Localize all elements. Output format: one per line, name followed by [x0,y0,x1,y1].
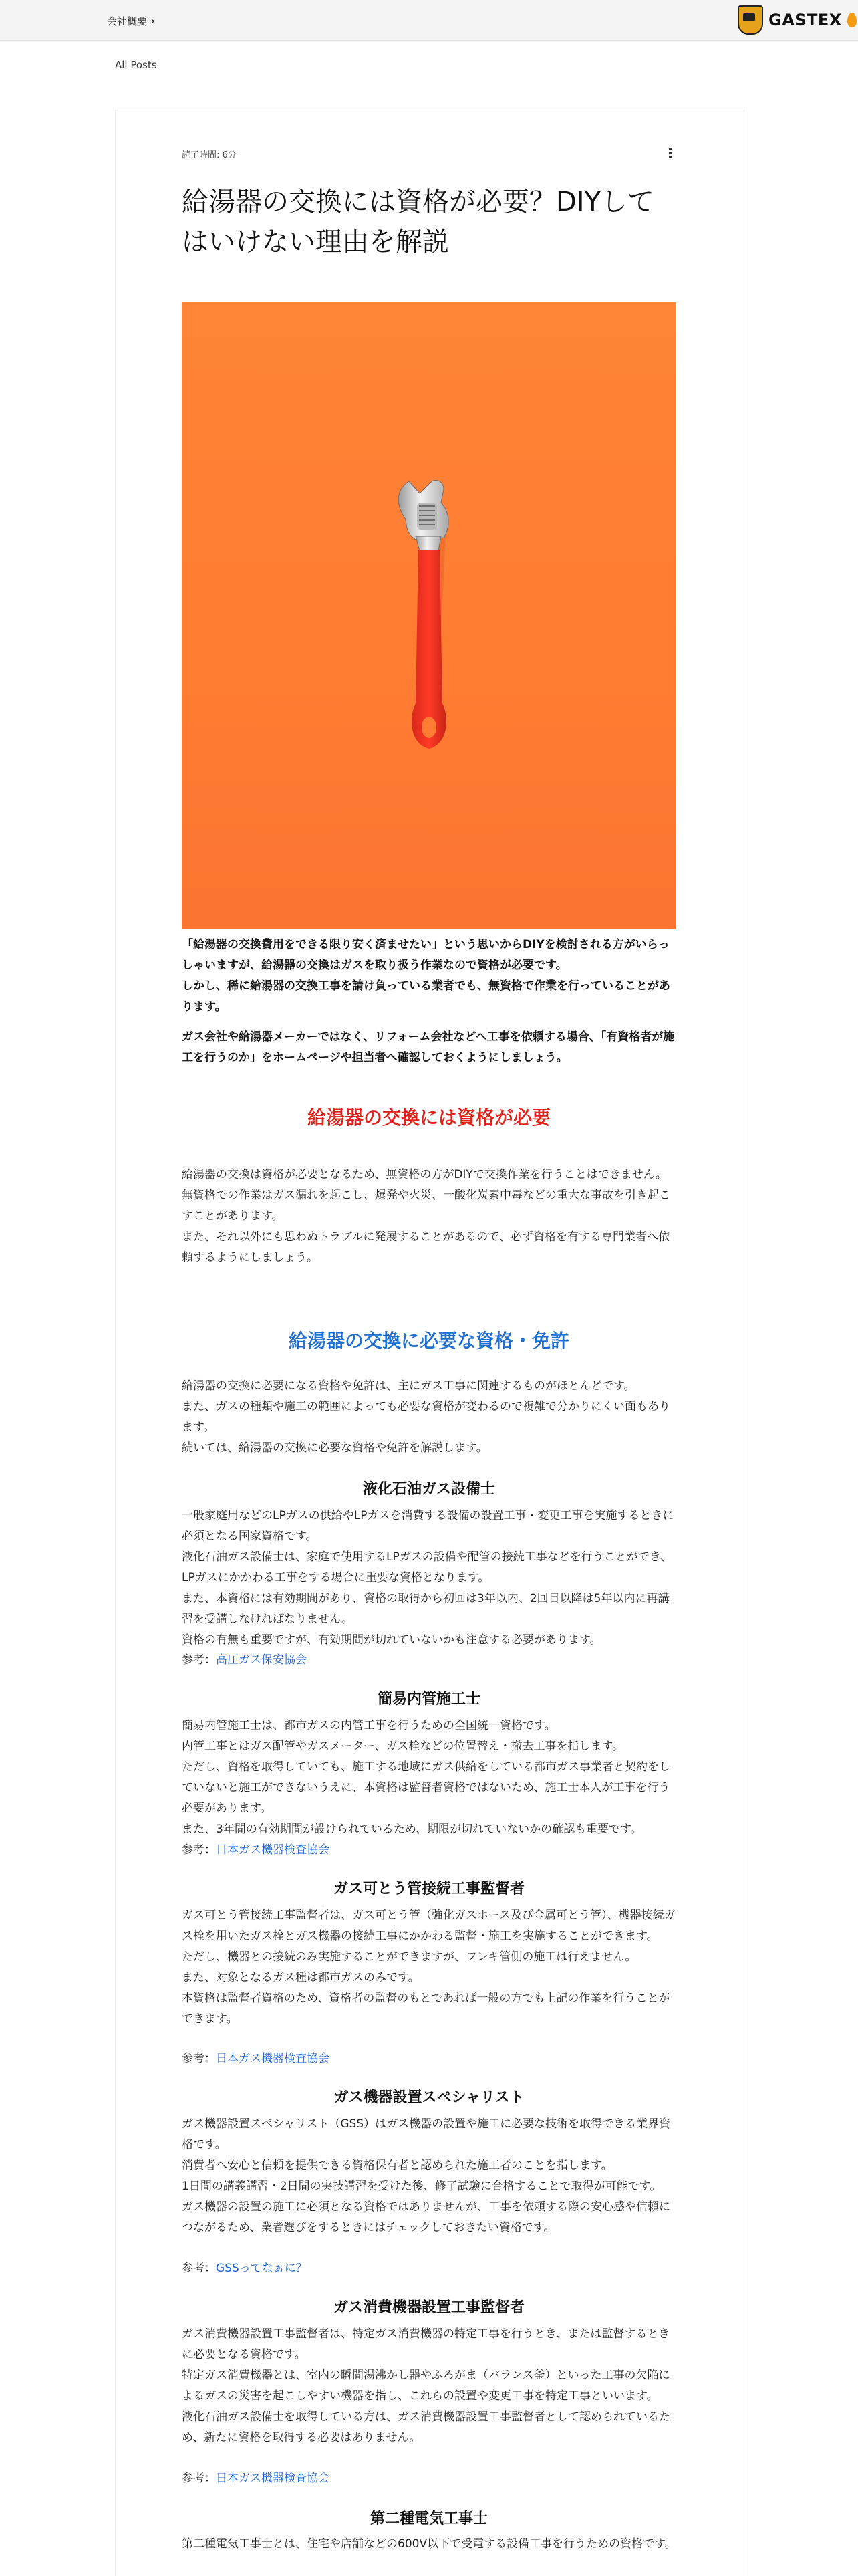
reference-link[interactable]: 日本ガス機器検査協会 [216,2472,329,2485]
reference-label: 参考： [182,2472,216,2485]
read-time: 読了時間: 6分 [182,150,237,160]
reference-label: 参考： [182,1653,216,1667]
intro-paragraph-2: ガス会社や給湯器メーカーではなく、リフォーム会社などへ工事を依頼する場合、「有資格者が施工を行うのか」をホームページや担当者へ確認しておくようにしましょう。 [182,1030,675,1064]
qual-body: 簡易内管施工士は、都市ガスの内管工事を行うための全国統一資格です。 内管工事とはガス配管やガスメーター、ガス栓などの位置替え・撤去工事を指します。 ただし、資格を取得していても、施工する地域にガス供給をしている都市ガス事業者と契約をしていないと施工ができないうえに、本資格は監督者資格ではないため、施工士本人が工事を行う必要があります。 また、3年間の有効期間が設けられているため、期限が切れていないかの確認も重要です。 [182,1719,670,1836]
section2-body: 給湯器の交換に必要になる資格や免許は、主にガス工事に関連するものがほとんどです。 また、ガスの種類や施工の範囲によっても必要な資格が変わるので複雑で分かりにくい面もあります。 続いては、給湯器の交換に必要な資格や免許を解説します。 [182,1379,670,1455]
reference-label: 参考： [182,1843,216,1857]
chevron-right-icon: › [151,15,155,27]
qual-body: 第二種電気工事士とは、住宅や店舗などの600V以下で受電する設備工事を行うための資格です。 [182,2537,676,2551]
qual-title: 第二種電気工事士 [370,2510,488,2527]
post-title: 給湯器の交換には資格が必要？DIYしてはいけない理由を解説 [182,187,655,257]
site-header [0,0,858,41]
logo-text: GASTEX [768,11,842,29]
logo-badge-icon [738,5,763,35]
qual-body: ガス消費機器設置工事監督者は、特定ガス消費機器の特定工事を行うとき、または監督するときに必要となる資格です。 特定ガス消費機器とは、室内の瞬間湯沸かし器やふろがま（バランス釜）といった工事の欠陥によるガスの災害を起こしやすい機器を指し、これらの設置や変更工事を特定工事といいます。 液化石油ガス設備士を取得している方は、ガス消費機器設置工事監督者として認められているため、新たに資格を取得する必要はありません。 [182,2327,670,2444]
qual-reference [182,2048,676,2069]
qual-reference [182,1840,676,1861]
wrench-icon [182,302,676,929]
site-logo[interactable] [738,4,857,36]
reference-link[interactable]: 日本ガス機器検査協会 [216,1843,329,1857]
intro-paragraph-1: 「給湯器の交換費用をできる限り安く済ませたい」という思いからDIYを検討される方がいらっしゃいますが、給湯器の交換はガスを取り扱う作業なので資格が必要です。 しかし、稀に給湯器の交換工事を請け負っている業者でも、無資格で作業を行っていることがあります。 [182,938,670,1014]
flame-icon [847,13,857,27]
qual-title: ガス機器設置スペシャリスト [333,2089,525,2106]
nav-company-profile[interactable] [107,14,155,28]
section-heading-license-required: 給湯器の交換には資格が必要 [307,1106,551,1129]
all-posts-link[interactable]: All Posts [115,59,157,71]
qual-body: 一般家庭用などのLPガスの供給やLPガスを消費する設備の設置工事・変更工事を実施するときに必須となる国家資格です。 液化石油ガス設備士は、家庭で使用するLPガスの設備や配管の接続工事などを行うことができ、LPガスにかかわる工事をする場合に重要な資格となります。 また、本資格には有効期間があり、資格の取得から初回は3年以内、2回目以降は5年以内に再講習を受講しなければなりません。 資格の有無も重要ですが、有効期間が切れていないかも注意する必要があります。 [182,1509,674,1647]
qual-title: ガス可とう管接続工事監督者 [333,1881,525,1897]
more-vertical-icon[interactable] [667,147,674,160]
reference-link[interactable]: 日本ガス機器検査協会 [216,2052,329,2065]
reference-label: 参考： [182,2262,216,2275]
qual-title: 簡易内管施工士 [377,1691,480,1708]
section1-body: 給湯器の交換は資格が必要となるため、無資格の方がDIYで交換作業を行うことはできません。 無資格での作業はガス漏れを起こし、爆発や火災、一酸化炭素中毒などの重大な事故を引き起こすことがあります。 また、それ以外にも思わぬトラブルに発展することがあるので、必ず資格を有する専門業者へ依頼するようにしましょう。 [182,1168,670,1264]
section-heading-required-licenses: 給湯器の交換に必要な資格・免許 [288,1330,569,1352]
qual-reference [182,2258,676,2279]
qual-body: ガス可とう管接続工事監督者は、ガス可とう管（強化ガスホース及び金属可とう管）、機器接続ガス栓を用いたガス栓とガス機器の接続工事にかかわる監督・施工を実施することができます。 ただし、機器との接続のみ実施することができますが、フレキ管側の施工は行えません。 また、対象となるガス種は都市ガスのみです。 本資格は監督者資格のため、資格者の監督のもとであれば一般の方でも上記の作業を行うことができます。 [182,1909,676,2026]
qual-reference [182,2468,676,2489]
hero-image [182,302,676,929]
reference-label: 参考： [182,2052,216,2065]
qual-title: ガス消費機器設置工事監督者 [333,2299,525,2316]
qual-title: 液化石油ガス設備士 [362,1481,495,1498]
qual-body: ガス機器設置スペシャリスト（GSS）はガス機器の設置や施工に必要な技術を取得できる業界資格です。 消費者へ安心と信頼を提供できる資格保有者と認められた施工者のことを指します。 1日間の講義講習・2日間の実技講習を受けた後、修了試験に合格することで取得が可能です。 ガス機器の設置の施工に必須となる資格ではありませんが、工事を依頼する際の安心感や信頼につながるため、業者選びをするときにはチェックしておきたい資格です。 [182,2117,671,2234]
reference-link[interactable]: GSSってなぁに？ [216,2262,307,2275]
reference-link[interactable]: 高圧ガス保安協会 [216,1653,307,1667]
nav-company-label: 会社概要 [107,15,148,27]
qual-reference [182,1650,676,1671]
